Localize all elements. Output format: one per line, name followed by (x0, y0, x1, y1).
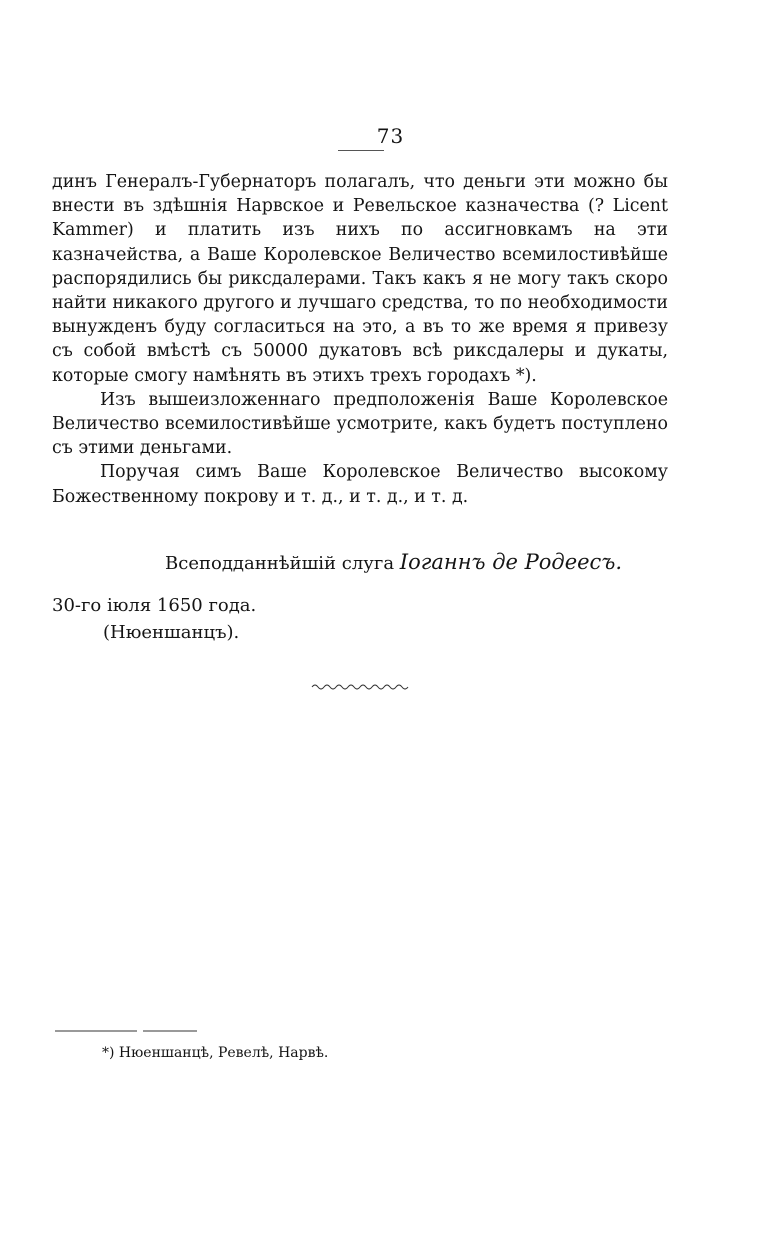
ornament-divider (310, 680, 410, 692)
paragraph-closing: Поручая симъ Ваше Королевское Величество высокому Божественному покрову и т. д., и т. д., и т. д. (52, 462, 668, 507)
letter-place: (Нюеншанцъ). (103, 622, 240, 643)
paragraph-intent: Изъ вышеизложеннаго предположенія Ваше Королевское Величество всемилостивѣйше усмотрите, какъ будетъ поступлено съ этими деньгами. (52, 389, 668, 459)
footnote: *) Нюеншанцѣ, Ревелѣ, Нарвѣ. (102, 1045, 329, 1061)
paragraph-continuation: динъ Генералъ-Губернаторъ полагалъ, что деньги эти можно бы внести въ здѣшнія Нарвское и Ревельское казначества (? Licent Kammer) и платить изъ нихъ по ассигновкамъ на эти казначейства, а Ваше Королевское Величество всемилостивѣйше распорядились бы риксдалерами. Такъ какъ я не могу такъ скоро найти никакого другого и лучшаго средства, то по необходимости вынужденъ буду согласиться на это, а въ то же время я привезу съ собой вмѣстѣ съ 50000 дукатовъ всѣ риксдалеры и дукаты, которые смогу намѣнять въ этихъ трехъ городахъ *). (52, 172, 668, 386)
page-number-underline (338, 150, 384, 151)
letter-date: 30-го іюля 1650 года. (52, 595, 257, 616)
letter-body (52, 170, 668, 509)
signature-line (52, 550, 622, 574)
signature-prefix: Всеподданнѣйшій слуга (165, 553, 395, 574)
signature-name: Іоганнъ де Родеесъ. (399, 550, 622, 574)
footnote-separator (55, 1030, 197, 1032)
page-number: 73 (376, 124, 405, 148)
